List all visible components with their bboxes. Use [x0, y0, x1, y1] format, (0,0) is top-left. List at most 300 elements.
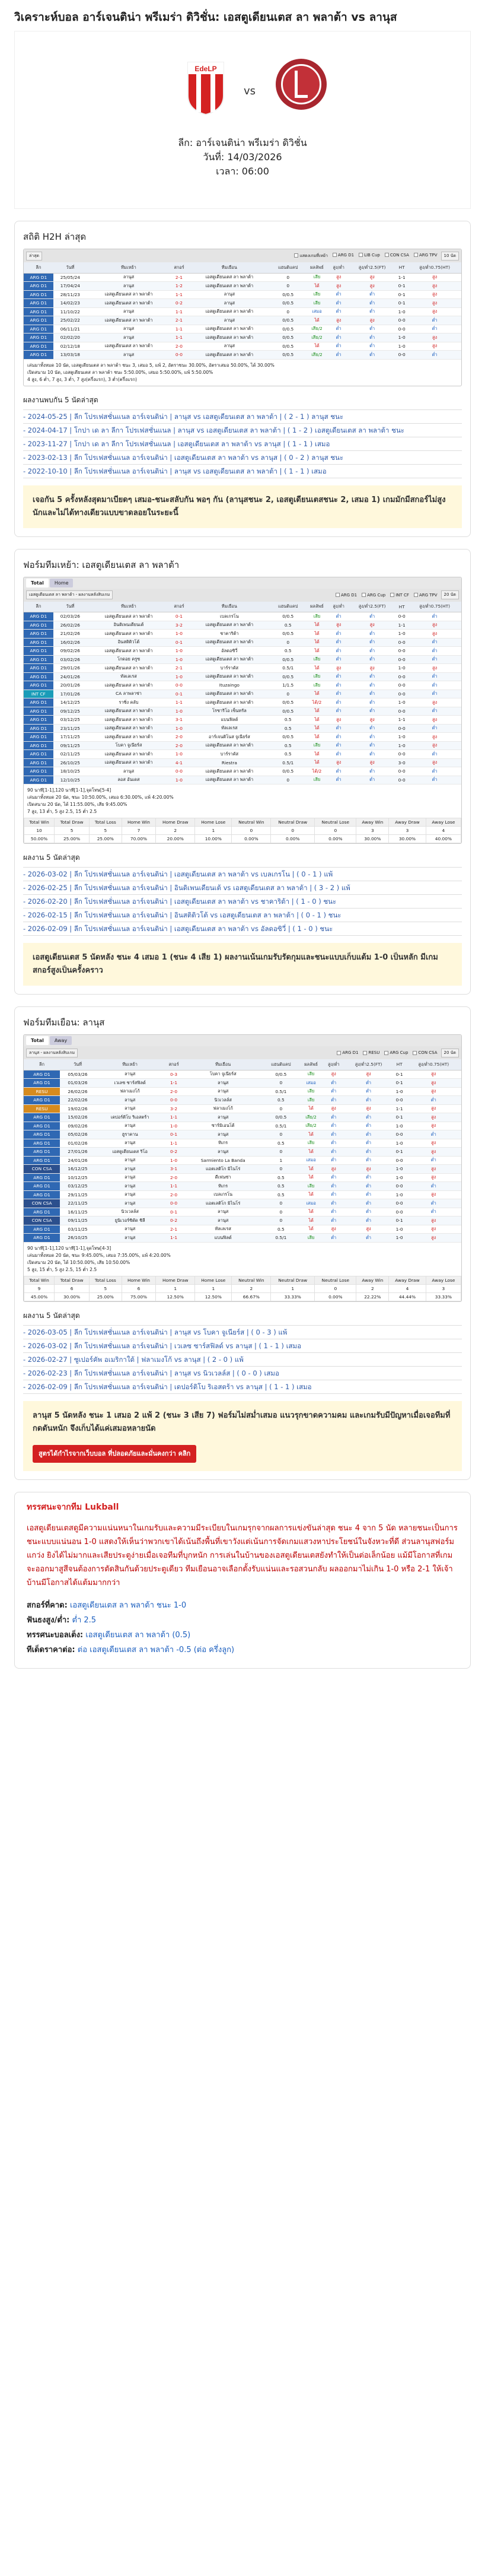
table-cell: CON CSA	[24, 1199, 60, 1208]
table-cell: 17/01/26	[53, 690, 87, 698]
table-cell: 0-1	[393, 1113, 406, 1122]
table-cell: ต่ำ	[408, 750, 461, 759]
table-row	[24, 1173, 461, 1182]
stat-cell: 2	[232, 1284, 271, 1292]
table-row	[24, 1130, 461, 1139]
table-row	[24, 1199, 461, 1208]
table-cell[interactable]: ฟลาเมงโก้	[183, 1104, 263, 1113]
table-cell: ต่ำ	[328, 299, 349, 308]
table-cell[interactable]: ชาคาริต้า	[188, 630, 271, 639]
table-cell[interactable]: ลานุส	[183, 1208, 263, 1216]
table-cell[interactable]: ลานุส	[188, 299, 271, 308]
table-cell[interactable]: ลานุส	[95, 1096, 164, 1105]
table-cell: ต่ำ	[349, 733, 395, 742]
filter-checkbox[interactable]: INT CF	[390, 593, 409, 598]
stat-cell: Away Win	[356, 1276, 389, 1284]
table-cell[interactable]: อินดิเพนเดียนเต้	[87, 621, 170, 630]
table-cell[interactable]: เอสตูเดียนเตส ลา พลาต้า	[87, 299, 170, 308]
stat-cell: 0	[271, 827, 315, 835]
list-item[interactable]: - 2026-03-02 | ลีก โปรเฟสชั่นแนล อาร์เจนติน่า | เอสตูเดียนเตส ลา พลาต้า vs เบลเกรโน | ( 0 - 1 ) แพ้	[23, 868, 462, 881]
table-cell: 0.5	[263, 1173, 299, 1182]
list-item[interactable]: - 2024-04-17 | โกปา เด ลา ลีกา โปรเฟสชั่นแนล | ลานุส vs เอสตูเดียนเตส ลา พลาต้า | ( 1 - 2 ) เอสตูเดียนเตส ลา พลาต้า ชนะ	[23, 424, 462, 437]
table-cell[interactable]: ลานุส	[183, 1216, 263, 1225]
stat-cell: 50.00%	[24, 835, 55, 843]
table-cell[interactable]: เบลเกรโน	[183, 1190, 263, 1199]
table-cell: ต่ำ	[349, 750, 395, 759]
table-cell[interactable]: ทัลเลเรส	[188, 724, 271, 733]
table-cell[interactable]: เอสตูเดียนเตส ลา พลาต้า	[87, 724, 170, 733]
table-cell: 1-0	[395, 664, 408, 673]
table-cell[interactable]: นิวเวลล์ส	[95, 1208, 164, 1216]
table-cell: ต่ำ	[344, 1079, 393, 1088]
table-cell: สูง	[406, 1165, 461, 1174]
table-cell[interactable]: CA ลาพลาซ่า	[87, 690, 170, 698]
table-cell: สูง	[406, 1190, 461, 1199]
table-cell[interactable]: โกดอย ครูซ	[87, 655, 170, 664]
table-cell[interactable]: ทัลเลเรส	[183, 1225, 263, 1234]
table-cell[interactable]: ทิเกร	[183, 1139, 263, 1148]
table-cell[interactable]: ลานุส	[87, 282, 170, 291]
column-header: สกอร์	[164, 1059, 183, 1070]
table-cell[interactable]: ลานุส	[95, 1070, 164, 1079]
table-cell: 1-1	[395, 273, 408, 282]
table-cell: 02/02/20	[53, 333, 87, 342]
table-cell[interactable]: เอสตูเดียนเตส ลา พลาต้า	[87, 707, 170, 716]
table-cell[interactable]: อาร์เจนติโนส จูเนียร์ส	[188, 733, 271, 742]
table-cell: 06/11/21	[53, 325, 87, 333]
table-cell[interactable]: เอสตูเดียนเตส ลา พลาต้า	[188, 273, 271, 282]
table-cell: 13/03/18	[53, 351, 87, 360]
table-cell[interactable]: อัลดอซิวี่	[188, 647, 271, 656]
table-cell[interactable]: โบคา จูเนียร์ส	[183, 1070, 263, 1079]
table-cell[interactable]: ลานุส	[95, 1199, 164, 1208]
table-cell: สูง	[408, 716, 461, 725]
table-cell: 29/01/26	[53, 664, 87, 673]
h2h-match-count-select[interactable]: 10 นัด	[441, 252, 459, 261]
table-cell: ARG D1	[24, 307, 53, 316]
stat-cell: Neutral Win	[232, 818, 271, 827]
table-cell: 01/02/26	[60, 1139, 95, 1148]
away-summary-line: เปิดสนาม 20 นัด, ได้ 10:50.00%, เสีย 10:50.00%	[27, 1259, 130, 1265]
table-cell[interactable]: ลานุส	[183, 1113, 263, 1122]
table-cell: ARG D1	[24, 1156, 60, 1165]
home-stat-table	[24, 818, 461, 843]
table-cell[interactable]: Ituzaingo	[188, 681, 271, 690]
table-cell: ARG D1	[24, 1122, 60, 1130]
stat-cell: Neutral Lose	[315, 818, 356, 827]
table-cell: 14/12/25	[53, 698, 87, 707]
table-cell: ต่ำ	[349, 342, 395, 351]
table-cell[interactable]: นิวเวลล์ส	[183, 1096, 263, 1105]
table-cell: 1-0	[395, 698, 408, 707]
table-cell: ต่ำ	[344, 1190, 393, 1199]
stat-cell: 1	[195, 1284, 232, 1292]
table-cell[interactable]: เอสตูเดียนเตส ลา พลาต้า	[188, 282, 271, 291]
table-cell[interactable]: แอตเลติโก มิไนโร่	[183, 1165, 263, 1174]
table-cell[interactable]: เอสตูเดียนเตส ลา พลาต้า	[188, 333, 271, 342]
table-cell[interactable]: เอสตูเดียนเตส ลา พลาต้า	[87, 647, 170, 656]
table-cell: 1-1	[170, 307, 188, 316]
table-cell[interactable]: เอสตูเดียนเตส ลา พลาต้า	[188, 351, 271, 360]
table-cell[interactable]: ทิเกร	[183, 1182, 263, 1191]
column-header: สูง/ต่ำ0.75(HT)	[408, 602, 461, 612]
table-cell: 05/03/26	[60, 1070, 95, 1079]
table-cell[interactable]: ลานุส	[183, 1148, 263, 1157]
list-item[interactable]: - 2023-11-27 | โกปา เด ลา ลีกา โปรเฟสชั่นแนล | เอสตูเดียนเตส ลา พลาต้า vs ลานุส | ( 1 - 1 ) เสมอ	[23, 437, 462, 451]
table-row	[24, 1070, 461, 1079]
table-cell[interactable]: โรซาริโอ เซ็นทรัล	[188, 707, 271, 716]
stat-cell: Home Draw	[156, 818, 195, 827]
stat-cell: Away Draw	[389, 818, 426, 827]
tab-home[interactable]: Home	[50, 579, 74, 587]
table-cell: ต่ำ	[323, 1130, 344, 1139]
table-cell: เสีย	[299, 1070, 323, 1079]
table-cell[interactable]: ลานุส	[183, 1087, 263, 1096]
table-cell: สูง	[406, 1113, 461, 1122]
table-cell[interactable]: เดปอร์ติโบ ริเอสตร้า	[95, 1113, 164, 1122]
table-cell[interactable]: ราซิ่ง คลับ	[87, 698, 170, 707]
filter-checkbox[interactable]: ARG D1	[336, 593, 357, 598]
table-cell: ARG D1	[24, 664, 53, 673]
table-cell: ต่ำ	[323, 1148, 344, 1157]
table-cell: 1-1	[164, 1139, 183, 1148]
table-cell: ต่ำ	[408, 724, 461, 733]
stat-cell: 33.33%	[426, 1292, 461, 1301]
filter-checkbox[interactable]: ARG TPV	[414, 253, 438, 259]
table-cell: ต่ำ	[328, 647, 349, 656]
h2h-last5-title: ผลงานพบกัน 5 นัดล่าสุด	[23, 395, 98, 404]
table-cell[interactable]: เอสตูเดียนเตส ลา พลาต้า	[87, 316, 170, 325]
table-cell[interactable]: เอสตูเดียนเตส ลา พลาต้า	[188, 776, 271, 784]
table-cell: 0-0	[395, 767, 408, 776]
table-cell: ได้	[305, 733, 328, 742]
table-cell[interactable]: เอสตูเดียนเตส ลา พลาต้า	[188, 325, 271, 333]
list-item[interactable]: - 2026-03-02 | ลีก โปรเฟสชั่นแนล อาร์เจนติน่า | เวเลซ ซาร์สฟิลด์ vs ลานุส | ( 1 - 1 ) เสมอ	[23, 1339, 462, 1353]
table-cell[interactable]: ลานุส	[87, 333, 170, 342]
table-cell: 0-1	[393, 1079, 406, 1088]
column-header: สูง/ต่ำ0.75(HT)	[406, 1059, 461, 1070]
table-cell: ARG D1	[24, 630, 53, 639]
stat-cell: 2	[356, 1284, 389, 1292]
table-cell: 17/11/25	[53, 733, 87, 742]
table-cell[interactable]: ฮูราคาน	[95, 1130, 164, 1139]
table-cell: สูง	[408, 621, 461, 630]
table-cell: 0.5	[271, 716, 305, 725]
table-cell: ต่ำ	[344, 1139, 393, 1148]
table-cell[interactable]: ลานุส	[188, 316, 271, 325]
table-cell: สูง	[406, 1216, 461, 1225]
table-cell[interactable]: เอสตูเดียนเตส ลา พลาต้า	[87, 290, 170, 299]
column-header: สูง/ต่ำ	[328, 262, 349, 273]
table-cell[interactable]: เอสตูเดียนเตส ลา พลาต้า	[188, 307, 271, 316]
filter-checkbox[interactable]: RESU	[363, 1050, 379, 1055]
table-cell: ได้	[299, 1173, 323, 1182]
table-cell[interactable]: Sarmiento La Banda	[183, 1156, 263, 1165]
table-row	[24, 1139, 461, 1148]
filter-checkbox[interactable]: ARG TPV	[414, 593, 438, 598]
table-cell: ต่ำ	[406, 1208, 461, 1216]
table-cell: 02/12/18	[53, 342, 87, 351]
table-cell: 0.5/1	[271, 758, 305, 767]
table-cell: ต่ำ	[408, 316, 461, 325]
table-cell[interactable]: โบคา จูเนียร์ส	[87, 741, 170, 750]
table-cell[interactable]: เอสตูเดียนเตส ลา พลาต้า	[87, 733, 170, 742]
table-cell[interactable]: ลานุส	[95, 1139, 164, 1148]
table-cell: ต่ำ	[344, 1182, 393, 1191]
table-cell: ได้/2	[305, 767, 328, 776]
filter-checkbox[interactable]: ARG Cup	[384, 1050, 408, 1055]
table-cell: 0-0	[393, 1182, 406, 1191]
list-item[interactable]: - 2026-03-05 | ลีก โปรเฟสชั่นแนล อาร์เจนติน่า | ลานุส vs โบคา จูเนียร์ส | ( 0 - 3 ) แพ้	[23, 1326, 462, 1339]
table-row	[24, 638, 461, 647]
h2h-section	[14, 221, 471, 537]
table-cell: ได้	[299, 1165, 323, 1174]
table-cell: ต่ำ	[344, 1156, 393, 1165]
filter-checkbox[interactable]: ARG D1	[333, 253, 354, 259]
table-cell: 0-0	[395, 707, 408, 716]
tab-away[interactable]: Away	[50, 1036, 72, 1045]
list-item[interactable]: - 2026-02-27 | ซูเปอร์คัพ อเมริกาใต้ | ฟลาเมงโก้ vs ลานุส | ( 2 - 0 ) แพ้	[23, 1353, 462, 1367]
table-cell[interactable]: เอสตูเดียนเตส ลา พลาต้า	[188, 621, 271, 630]
table-cell: ARG D1	[24, 1130, 60, 1139]
table-cell[interactable]: เอสตูเดียนเตส ลา พลาต้า	[188, 698, 271, 707]
table-cell: ต่ำ	[406, 1199, 461, 1208]
table-cell[interactable]: ลานุส	[95, 1173, 164, 1182]
column-header: แฮนดิแคป	[271, 602, 305, 612]
table-cell: ARG D1	[24, 1173, 60, 1182]
table-cell[interactable]: เอสตูเดียนเตส ลา พลาต้า	[87, 716, 170, 725]
table-row	[24, 1216, 461, 1225]
table-cell[interactable]: เอสตูเดียนเตส ลา พลาต้า	[188, 767, 271, 776]
stat-cell: 0	[315, 1284, 356, 1292]
table-cell: ต่ำ	[406, 1096, 461, 1105]
table-cell[interactable]: ลานุส	[95, 1156, 164, 1165]
table-cell: 29/11/25	[60, 1190, 95, 1199]
table-cell: ต่ำ	[408, 681, 461, 690]
table-cell[interactable]: ลานุส	[87, 307, 170, 316]
home-summary-line: 7 สูง, 13 ต่ำ, 5 สูง 2.5, 15 ต่ำ 2.5	[27, 809, 97, 814]
table-row	[24, 1113, 461, 1122]
list-item[interactable]: - 2026-02-15 | ลีก โปรเฟสชั่นแนล อาร์เจนติน่า | อินสติติวโต้ vs เอสตูเดียนเตส ลา พลาต้า | ( 0 - 1 ) ชนะ	[23, 909, 462, 922]
list-item[interactable]: - 2023-02-13 | ลีก โปรเฟสชั่นแนล อาร์เจนติน่า | เอสตูเดียนเตส ลา พลาต้า vs ลานุส | ( 0 - 2 ) ลานุส ชนะ	[23, 451, 462, 465]
table-cell[interactable]: ลานุส	[188, 290, 271, 299]
table-cell[interactable]: อินสติติวโต้	[87, 638, 170, 647]
table-cell[interactable]: ซาร์มิเอนโต้	[183, 1122, 263, 1130]
table-cell: สูง	[406, 1104, 461, 1113]
table-cell: ต่ำ	[328, 612, 349, 621]
list-item[interactable]: - 2022-10-10 | ลีก โปรเฟสชั่นแนล อาร์เจนติน่า | ลานุส vs เอสตูเดียนเตส ลา พลาต้า | ( 1 - 1 ) เสมอ	[23, 465, 462, 478]
stat-cell: 7	[122, 827, 156, 835]
table-cell: 17/04/24	[53, 282, 87, 291]
table-cell[interactable]: เอสตูเดียนเตส ลา พลาต้า	[188, 638, 271, 647]
table-cell[interactable]: ฟลาเมงโก้	[95, 1087, 164, 1096]
filter-checkbox[interactable]: CON CSA	[385, 253, 409, 259]
table-cell: ต่ำ	[349, 672, 395, 681]
table-cell[interactable]: เอสตูเดียนเตส ลา พลาต้า	[188, 672, 271, 681]
table-cell: 0.5	[271, 750, 305, 759]
tab-total[interactable]: Total	[26, 579, 49, 587]
table-cell[interactable]: ลานุส	[87, 273, 170, 282]
tab-total[interactable]: Total	[26, 1036, 49, 1045]
stat-cell: 6	[122, 1284, 156, 1292]
table-cell[interactable]: ลานุส	[183, 1130, 263, 1139]
table-cell: ต่ำ	[349, 776, 395, 784]
table-row	[24, 664, 461, 673]
list-item[interactable]: - 2024-05-25 | ลีก โปรเฟสชั่นแนล อาร์เจนติน่า | ลานุส vs เอสตูเดียนเตส ลา พลาต้า | ( 2 - 1 ) ลานุส ชนะ	[23, 410, 462, 424]
table-cell: 27/01/26	[60, 1148, 95, 1157]
table-cell[interactable]: ลานุส	[87, 767, 170, 776]
table-cell[interactable]: ลานุส	[188, 342, 271, 351]
table-cell[interactable]: ลานุส	[87, 351, 170, 360]
table-cell[interactable]: เอสตูเดียนเตส ลา พลาต้า	[87, 612, 170, 621]
stat-cell: 0.00%	[315, 1292, 356, 1301]
filter-checkbox[interactable]: LIB Cup	[359, 253, 380, 259]
table-cell: สูง	[408, 273, 461, 282]
list-item[interactable]: - 2026-02-23 | ลีก โปรเฟสชั่นแนล อาร์เจนติน่า | ลานุส vs นิวเวลล์ส | ( 0 - 0 ) เสมอ	[23, 1367, 462, 1380]
prediction-over-under: ฟันธงสูง/ต่ำ: ต่ำ 2.5	[27, 1615, 97, 1625]
filter-checkbox[interactable]: ARG D1	[337, 1050, 358, 1055]
stat-cell: 0	[315, 827, 356, 835]
table-cell: 26/02/26	[60, 1087, 95, 1096]
filter-checkbox[interactable]: CON CSA	[413, 1050, 437, 1055]
stat-cell: 0.00%	[271, 835, 315, 843]
table-cell[interactable]: ดีเฟนซ่า	[183, 1173, 263, 1182]
table-cell: 1-1	[170, 333, 188, 342]
table-cell[interactable]: แบนฟิลด์	[188, 716, 271, 725]
stat-cell: 30.00%	[389, 835, 426, 843]
table-cell: 0/0.5	[271, 698, 305, 707]
table-cell: 0/0.5	[271, 316, 305, 325]
table-cell: 0-0	[395, 750, 408, 759]
stat-cell: 4	[426, 827, 461, 835]
table-cell: 1-0	[164, 1156, 183, 1165]
stat-cell: 4	[389, 1284, 426, 1292]
table-cell[interactable]: ลานุส	[95, 1225, 164, 1234]
table-cell: เสีย/2	[305, 351, 328, 360]
table-cell: สูง	[323, 1104, 344, 1113]
table-cell: สูง	[408, 664, 461, 673]
table-cell: 0-0	[395, 690, 408, 698]
table-cell: 0	[271, 638, 305, 647]
table-cell[interactable]: แบนฟิลด์	[183, 1234, 263, 1243]
table-cell: 26/10/25	[60, 1234, 95, 1243]
table-cell[interactable]: เอสตูเดียนเตส ลา พลาต้า	[188, 741, 271, 750]
table-cell: 0	[271, 307, 305, 316]
table-cell[interactable]: ทัลเลเรส	[87, 672, 170, 681]
table-cell[interactable]: ลานุส	[95, 1165, 164, 1174]
stat-cell: Neutral Draw	[271, 1276, 315, 1284]
table-cell[interactable]: บาร์ราคัส	[188, 664, 271, 673]
table-cell[interactable]: แอตเลติโก มิไนโร่	[183, 1199, 263, 1208]
table-cell: 14/02/23	[53, 299, 87, 308]
table-cell[interactable]: Riestra	[188, 758, 271, 767]
table-cell: 1-0	[395, 741, 408, 750]
table-cell: 0/0.5	[271, 342, 305, 351]
table-cell[interactable]: บาร์ราคัส	[188, 750, 271, 759]
filter-checkbox[interactable]: แสดงเกมที่เหย้า	[294, 253, 328, 259]
table-cell: เสีย/2	[305, 325, 328, 333]
list-item[interactable]: - 2026-02-09 | ลีก โปรเฟสชั่นแนล อาร์เจนติน่า | เดปอร์ติโบ ริเอสตร้า vs ลานุส | ( 1 - 1 ) เสมอ	[23, 1380, 462, 1394]
table-cell: สูง	[408, 290, 461, 299]
table-cell[interactable]: เอสตูเดียนเตส ลา พลาต้า	[87, 630, 170, 639]
table-cell[interactable]: เอสตูเดียนเตส ลา พลาต้า	[188, 690, 271, 698]
table-cell: CON CSA	[24, 1216, 60, 1225]
table-cell: 0-1	[393, 1070, 406, 1079]
table-cell: ARG D1	[24, 767, 53, 776]
stat-cell: 33.33%	[271, 1292, 315, 1301]
h2h-table	[24, 262, 461, 360]
away-form-match-count-select[interactable]: 20 นัด	[441, 1049, 459, 1057]
table-cell: ได้	[299, 1190, 323, 1199]
table-cell[interactable]: เอสตูเดียนเตส ลา พลาต้า	[87, 342, 170, 351]
table-cell[interactable]: ลานุส	[95, 1104, 164, 1113]
list-item[interactable]: - 2026-02-25 | ลีก โปรเฟสชั่นแนล อาร์เจนติน่า | อินดิเพนเดียนเต้ vs เอสตูเดียนเตส ลา พลาต้า | ( 3 - 2 ) แพ้	[23, 881, 462, 895]
table-cell: 1-0	[395, 342, 408, 351]
table-cell[interactable]: เอสตูเดียนเตส ริโอ	[95, 1148, 164, 1157]
filter-checkbox[interactable]: ARG Cup	[362, 593, 385, 598]
column-header: ทีมเหย้า	[95, 1059, 164, 1070]
table-cell[interactable]: เบลเกรโน	[188, 612, 271, 621]
table-cell: ARG D1	[24, 672, 53, 681]
table-cell[interactable]: ลานุส	[95, 1234, 164, 1243]
table-cell[interactable]: ลอส อันเดส	[87, 776, 170, 784]
table-cell: ต่ำ	[344, 1122, 393, 1130]
table-cell: 25/02/22	[53, 316, 87, 325]
table-cell: 0	[263, 1165, 299, 1174]
table-cell: 0-0	[395, 655, 408, 664]
stat-cell: Away Win	[356, 818, 389, 827]
table-cell: สูง	[408, 333, 461, 342]
table-cell: สูง	[328, 716, 349, 725]
table-cell: เสมอ	[299, 1079, 323, 1088]
list-item[interactable]: - 2026-02-20 | ลีก โปรเฟสชั่นแนล อาร์เจนติน่า | เอสตูเดียนเตส ลา พลาต้า vs ชาคาริต้า | ( 1 - 0 ) ชนะ	[23, 895, 462, 909]
table-row	[24, 1096, 461, 1105]
table-cell: ต่ำ	[344, 1148, 393, 1157]
table-cell: ต่ำ	[344, 1087, 393, 1096]
table-cell[interactable]: ยูนิเวอร์ซิดัด ชิลี	[95, 1216, 164, 1225]
promo-button[interactable]: สูตรได้กำไรจากเว็บบอล ที่ปลอดภัยและมั่นคงกว่า คลิก	[33, 1445, 196, 1463]
table-cell[interactable]: เอสตูเดียนเตส ลา พลาต้า	[87, 681, 170, 690]
table-cell: 0/0.5	[271, 630, 305, 639]
table-row	[24, 767, 461, 776]
table-cell: ต่ำ	[349, 681, 395, 690]
table-cell: สูง	[328, 758, 349, 767]
table-cell[interactable]: เอสตูเดียนเตส ลา พลาต้า	[87, 750, 170, 759]
list-item[interactable]: - 2026-02-09 | ลีก โปรเฟสชั่นแนล อาร์เจนติน่า | เอสตูเดียนเตส ลา พลาต้า vs อัลดอซิวี่ | ( 1 - 0 ) ชนะ	[23, 922, 462, 936]
table-row	[24, 690, 461, 698]
table-cell[interactable]: เอสตูเดียนเตส ลา พลาต้า	[87, 758, 170, 767]
table-cell[interactable]: เอสตูเดียนเตส ลา พลาต้า	[87, 664, 170, 673]
table-cell[interactable]: ลานุส	[95, 1182, 164, 1191]
table-cell[interactable]: เอสตูเดียนเตส ลา พลาต้า	[188, 655, 271, 664]
table-cell[interactable]: เวเลซ ซาร์สฟิลด์	[95, 1079, 164, 1088]
table-cell[interactable]: ลานุส	[183, 1079, 263, 1088]
table-cell[interactable]: ลานุส	[95, 1190, 164, 1199]
stat-cell: 9	[24, 1284, 55, 1292]
table-cell: ต่ำ	[344, 1130, 393, 1139]
table-cell: ARG D1	[24, 1096, 60, 1105]
table-cell[interactable]: ลานุส	[95, 1122, 164, 1130]
table-cell: 0/0.5	[271, 672, 305, 681]
stat-cell: 25.00%	[55, 835, 90, 843]
table-row	[24, 342, 461, 351]
table-cell: ARG D1	[24, 290, 53, 299]
table-cell[interactable]: ลานุส	[87, 325, 170, 333]
home-form-match-count-select[interactable]: 20 นัด	[441, 590, 459, 599]
table-cell: ต่ำ	[344, 1096, 393, 1105]
table-cell: 0-0	[395, 612, 408, 621]
table-cell: ต่ำ	[328, 290, 349, 299]
